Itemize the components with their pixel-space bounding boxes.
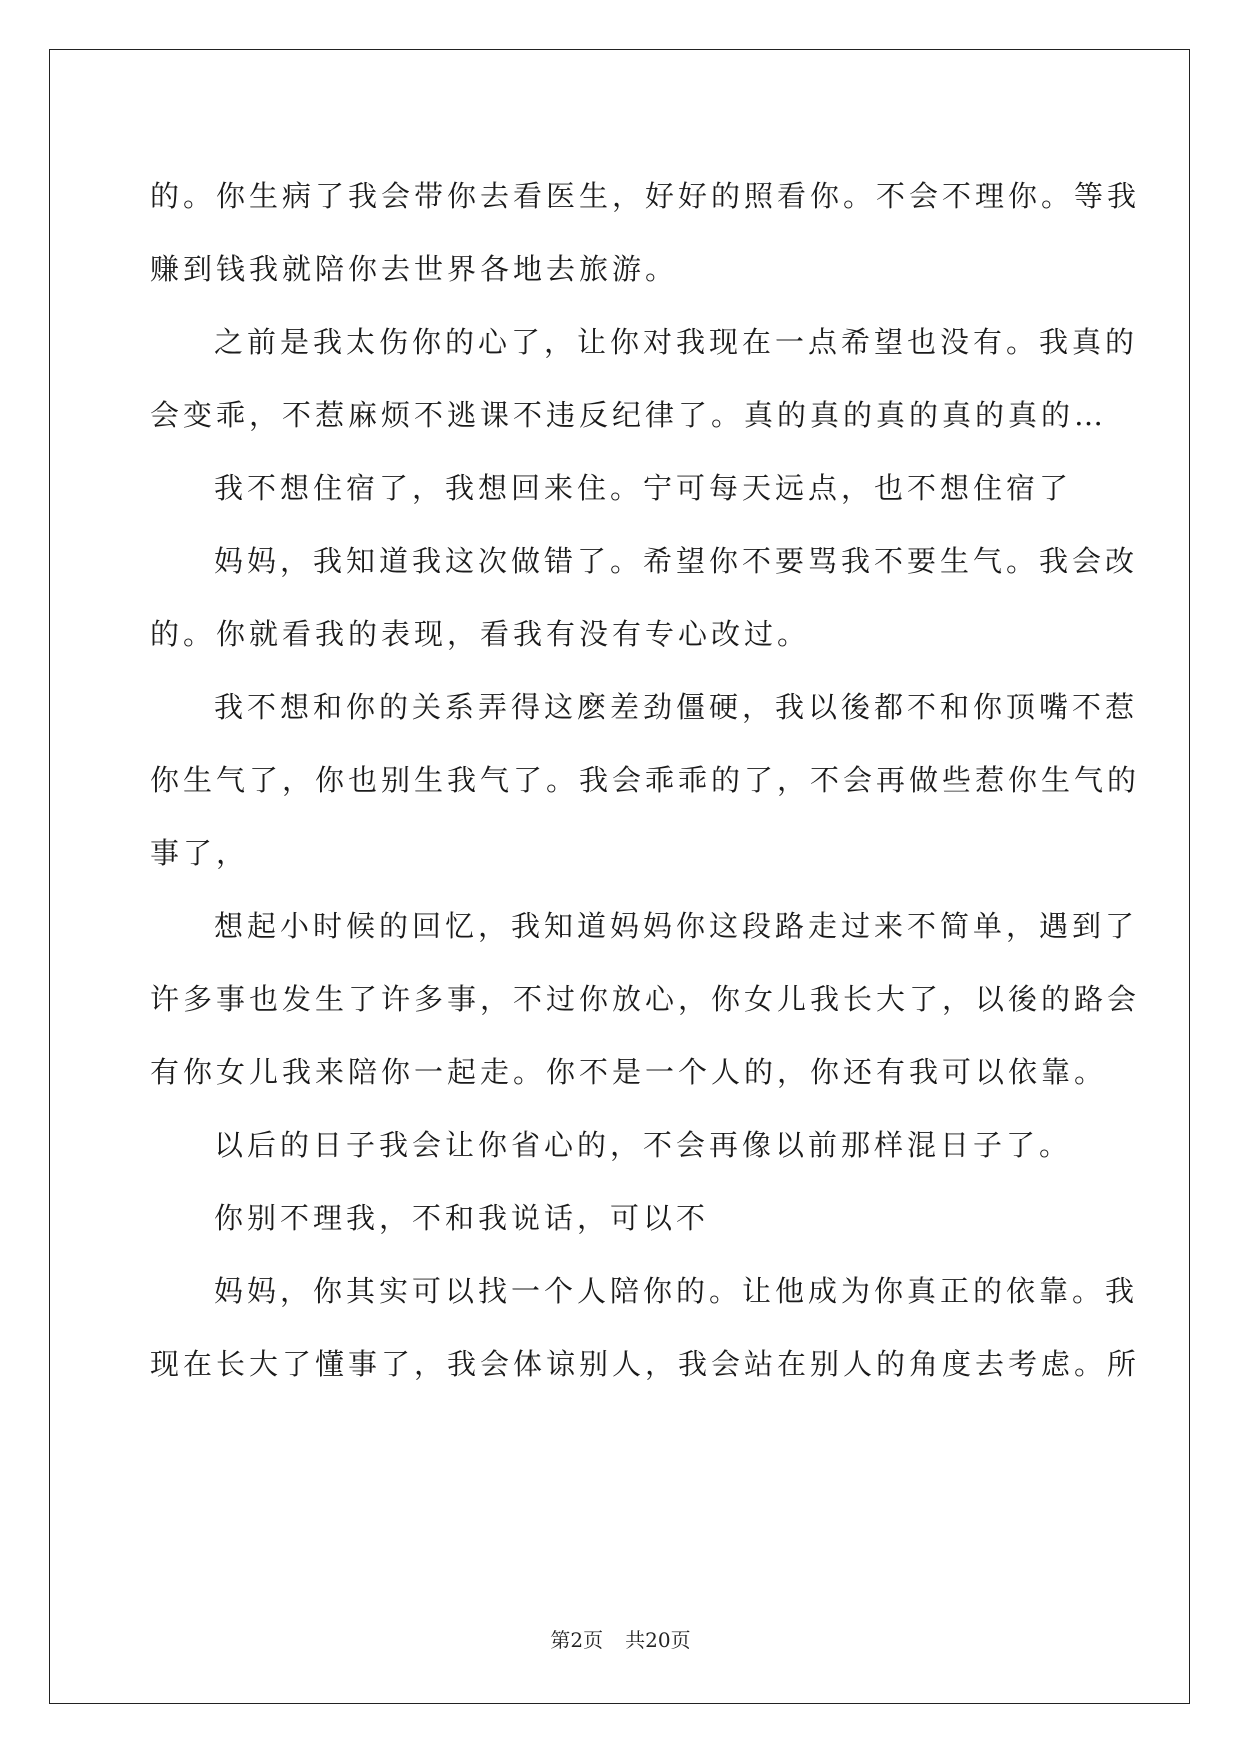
text-line: 你生气了，你也别生我气了。我会乖乖的了，不会再做些惹你生气的 [150,763,1141,797]
text-line: 事了， [150,836,250,870]
text-line: 我不想和你的关系弄得这麽差劲僵硬，我以後都不和你顶嘴不惹 [214,690,1139,724]
text-line: 之前是我太伤你的心了，让你对我现在一点希望也没有。我真的 [214,325,1139,359]
text-line: 你别不理我，不和我说话，可以不 [214,1201,710,1235]
text-line: 赚到钱我就陪你去世界各地去旅游。 [150,252,679,286]
text-line: 想起小时候的回忆，我知道妈妈你这段路走过来不简单，遇到了 [214,909,1139,943]
page-number: 第2页 [550,1628,604,1652]
text-line: 会变乖，不惹麻烦不逃课不违反纪律了。真的真的真的真的真的… [150,398,1108,432]
text-line: 我不想住宿了，我想回来住。宁可每天远点，也不想住宿了 [214,471,1073,505]
text-line: 的。你生病了我会带你去看医生，好好的照看你。不会不理你。等我 [150,179,1141,213]
text-line: 以后的日子我会让你省心的，不会再像以前那样混日子了。 [214,1128,1073,1162]
text-line: 妈妈，你其实可以找一个人陪你的。让他成为你真正的依靠。我 [214,1274,1139,1308]
document-body [150,160,1141,1401]
text-line: 现在长大了懂事了，我会体谅别人，我会站在别人的角度去考虑。所 [150,1347,1141,1381]
text-line: 妈妈，我知道我这次做错了。希望你不要骂我不要生气。我会改 [214,544,1139,578]
text-line: 有你女儿我来陪你一起走。你不是一个人的，你还有我可以依靠。 [150,1055,1108,1089]
text-line: 许多事也发生了许多事，不过你放心，你女儿我长大了，以後的路会 [150,982,1141,1016]
page-total: 共20页 [625,1628,691,1652]
text-line: 的。你就看我的表现，看我有没有专心改过。 [150,617,811,651]
page-footer [0,1624,1241,1653]
